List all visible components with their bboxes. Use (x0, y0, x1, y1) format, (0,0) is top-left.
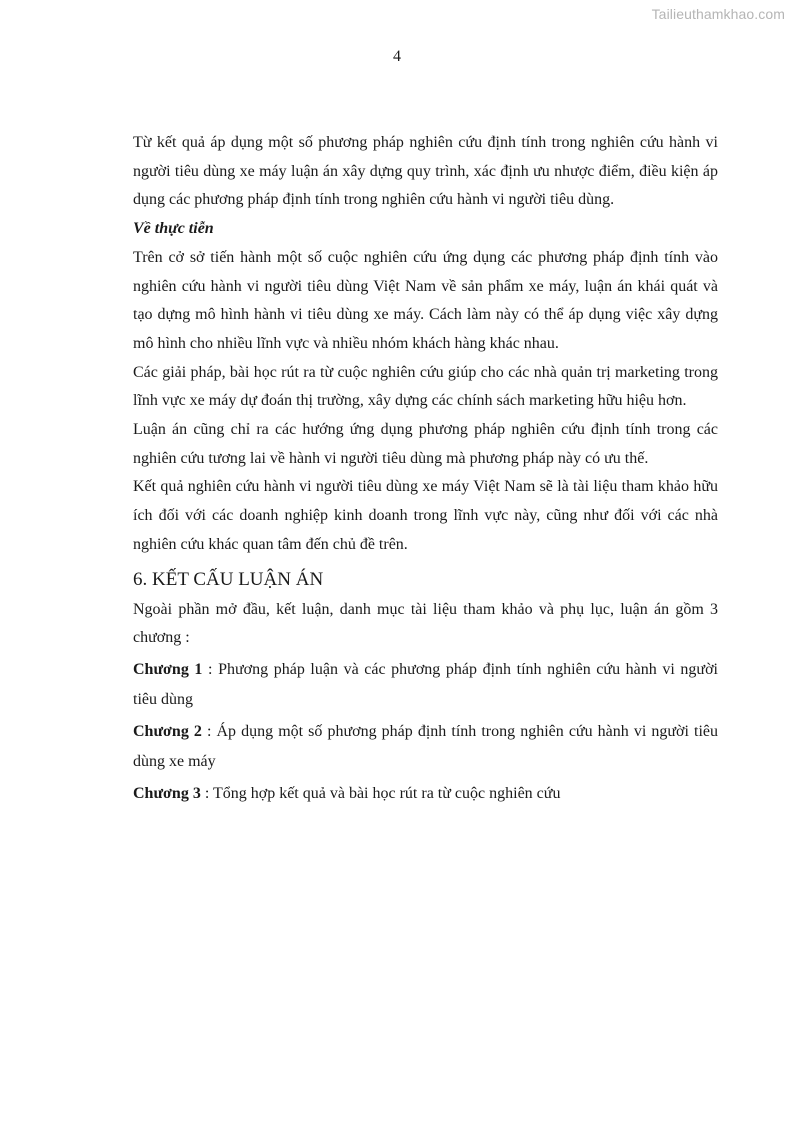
paragraph-results: Từ kết quả áp dụng một số phương pháp nghiên cứu định tính trong nghiên cứu hành vi người tiêu dùng xe máy luận án xây dựng quy trình, xác định ưu nhược điểm, điều kiện áp dụng các phương pháp định tính trong nghiên cứu hành vi người tiêu dùng. (133, 134, 718, 209)
chapter-1-separator: : (202, 660, 219, 678)
chapter-1-text: Phương pháp luận và các phương pháp định tính nghiên cứu hành vi người tiêu dùng (133, 660, 718, 708)
chapter-2 (133, 717, 718, 777)
watermark: Tailieuthamkhao.com (651, 6, 785, 22)
document-body (133, 129, 718, 809)
chapter-3 (133, 779, 718, 809)
paragraph-reference-value: Kết quả nghiên cứu hành vi người tiêu dùng xe máy Việt Nam sẽ là tài liệu tham khảo hữu ích đối với các doanh nghiệp kinh doanh trong lĩnh vực này, cũng như đối với các nhà nghiên cứu khác quan tâm đến chủ đề trên. (133, 478, 718, 553)
paragraph-practice: Trên cở sở tiến hành một số cuộc nghiên cứu ứng dụng các phương pháp định tính vào nghiên cứu hành vi người tiêu dùng Việt Nam về sản phẩm xe máy, luận án khái quát và tạo dựng mô hình hành vi tiêu dùng xe máy. Cách làm này có thể áp dụng việc xây dựng mô hình cho nhiều lĩnh vực và nhiều nhóm khách hàng khác nhau. (133, 248, 718, 352)
section-heading: 6. KẾT CẤU LUẬN ÁN (133, 568, 324, 590)
chapter-1-label: Chương 1 (133, 660, 203, 678)
chapter-3-text: Tổng hợp kết quả và bài học rút ra từ cuộc nghiên cứu (212, 784, 561, 802)
chapter-2-label: Chương 2 (133, 722, 202, 740)
paragraph-directions: Luận án cũng chỉ ra các hướng ứng dụng phương pháp nghiên cứu định tính trong các nghiên cứu tương lai về hành vi người tiêu dùng mà phương pháp này có ưu thế. (133, 421, 718, 467)
paragraph-solutions: Các giải pháp, bài học rút ra từ cuộc nghiên cứu giúp cho các nhà quản trị marketing trong lĩnh vực xe máy dự đoán thị trường, xây dựng các chính sách marketing hữu hiệu hơn. (133, 363, 718, 410)
chapter-3-label: Chương 3 (133, 784, 201, 802)
practice-heading: Về thực tiễn (133, 220, 214, 238)
chapter-3-separator: : (200, 784, 213, 802)
chapter-2-text: Áp dụng một số phương pháp định tính trong nghiên cứu hành vi người tiêu dùng xe máy (133, 722, 719, 770)
chapter-2-separator: : (201, 722, 217, 740)
chapter-1 (133, 655, 718, 715)
paragraph-structure: Ngoài phần mở đầu, kết luận, danh mục tài liệu tham khảo và phụ lục, luận án gồm 3 chương : (133, 600, 718, 647)
page-number: 4 (393, 48, 401, 65)
